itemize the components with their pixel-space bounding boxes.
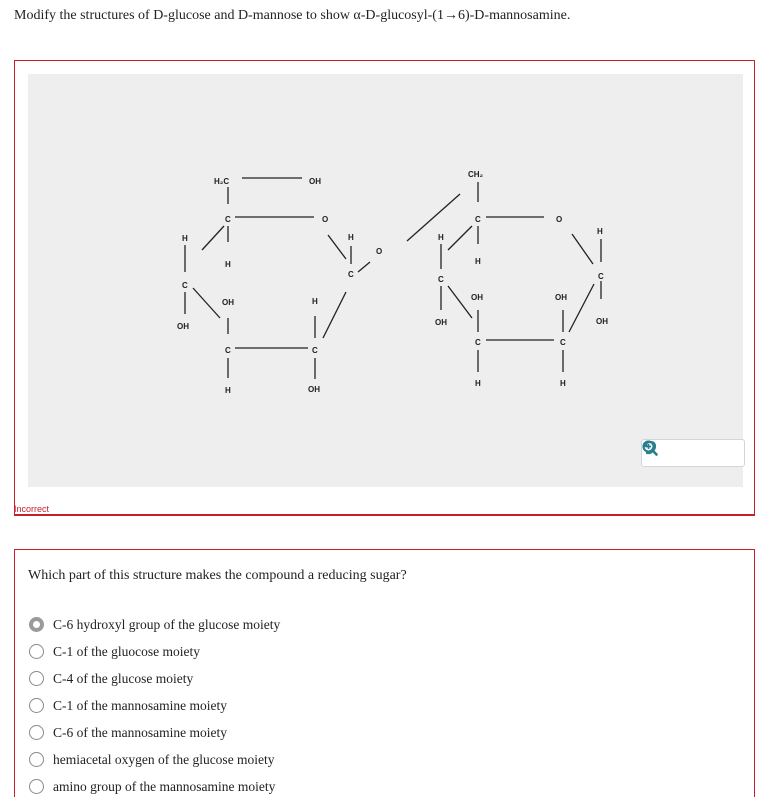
option-label: C-4 of the glucose moiety: [53, 670, 194, 686]
radio-button[interactable]: [29, 698, 44, 713]
reset-button[interactable]: [681, 441, 705, 465]
option-1[interactable]: [29, 611, 280, 638]
label-h-inner-right: H: [475, 257, 481, 266]
question-text: Which part of this structure makes the compound a reducing sugar?: [28, 568, 407, 583]
option-label: C-6 of the mannosamine moiety: [53, 724, 227, 740]
label-oh-top: OH: [309, 177, 321, 186]
label-oh-anomeric-right: OH: [596, 317, 608, 326]
molecule-drawing-canvas[interactable]: [28, 74, 743, 487]
label-c-bottom-right-left: C: [312, 346, 318, 355]
label-o-glycosidic: O: [376, 247, 383, 256]
option-5[interactable]: [29, 719, 280, 746]
label-c-top-left: C: [225, 215, 231, 224]
radio-button[interactable]: [29, 725, 44, 740]
molecule-structure: [28, 74, 743, 487]
label-h-bottom-right-right: H: [560, 379, 566, 388]
radio-button[interactable]: [29, 644, 44, 659]
label-h-bottom-left-right: H: [475, 379, 481, 388]
radio-button[interactable]: [29, 752, 44, 767]
status-incorrect: Incorrect: [14, 504, 50, 514]
label-h-right-left-ring: H: [312, 297, 318, 306]
zoom-out-icon: [642, 440, 658, 456]
label-oh-inner-right: OH: [471, 293, 483, 302]
label-c-anomeric-left: C: [348, 270, 354, 279]
option-label: C-1 of the gluocose moiety: [53, 643, 200, 659]
label-h-anomeric-right: H: [597, 227, 603, 236]
label-oh-c2-right: OH: [555, 293, 567, 302]
zoom-toolbar: [641, 439, 745, 467]
option-label: hemiacetal oxygen of the glucose moiety: [53, 751, 275, 767]
label-c-bottom-left: C: [225, 346, 231, 355]
label-o-ring-right: O: [556, 215, 563, 224]
reducing-sugar-question-box: [14, 549, 755, 797]
label-h2c: H₂C: [214, 177, 230, 186]
radio-button[interactable]: [29, 779, 44, 794]
label-c-left-right-ring: C: [438, 275, 444, 284]
label-oh-far-left: OH: [177, 322, 189, 331]
label-h-left-right-ring: H: [438, 233, 444, 242]
option-label: amino group of the mannosamine moiety: [53, 778, 276, 794]
label-c-bottom-left-right: C: [475, 338, 481, 347]
label-h-anomeric-left: H: [348, 233, 354, 242]
question-prompt: Modify the structures of D-glucose and D-mannose to show α-D-glucosyl-(1→6)-D-mannosamine.: [14, 8, 571, 23]
label-c-anomeric-right: C: [598, 272, 604, 281]
label-ch2: CH₂: [468, 170, 484, 179]
structure-question-box: [14, 60, 755, 515]
option-7[interactable]: [29, 773, 280, 800]
label-o-ring-left: O: [322, 215, 329, 224]
option-4[interactable]: [29, 692, 280, 719]
label-c-top-right: C: [475, 215, 481, 224]
radio-button[interactable]: [29, 671, 44, 686]
label-c-bottom-right-right: C: [560, 338, 566, 347]
option-label: C-6 hydroxyl group of the glucose moiety: [53, 616, 281, 632]
answer-options: [29, 611, 280, 800]
label-oh-inner-left: OH: [222, 298, 234, 307]
option-2[interactable]: [29, 638, 280, 665]
radio-button[interactable]: [29, 617, 44, 632]
label-oh-bottom-right-left: OH: [308, 385, 320, 394]
zoom-out-button[interactable]: [715, 441, 739, 465]
label-oh-left-right-ring: OH: [435, 318, 447, 327]
label-c-far-left: C: [182, 281, 188, 290]
option-3[interactable]: [29, 665, 280, 692]
option-6[interactable]: [29, 746, 280, 773]
label-h-bottom-left: H: [225, 386, 231, 395]
status-divider: [14, 515, 755, 516]
label-h-inner-left: H: [225, 260, 231, 269]
label-h-far-left: H: [182, 234, 188, 243]
option-label: C-1 of the mannosamine moiety: [53, 697, 227, 713]
